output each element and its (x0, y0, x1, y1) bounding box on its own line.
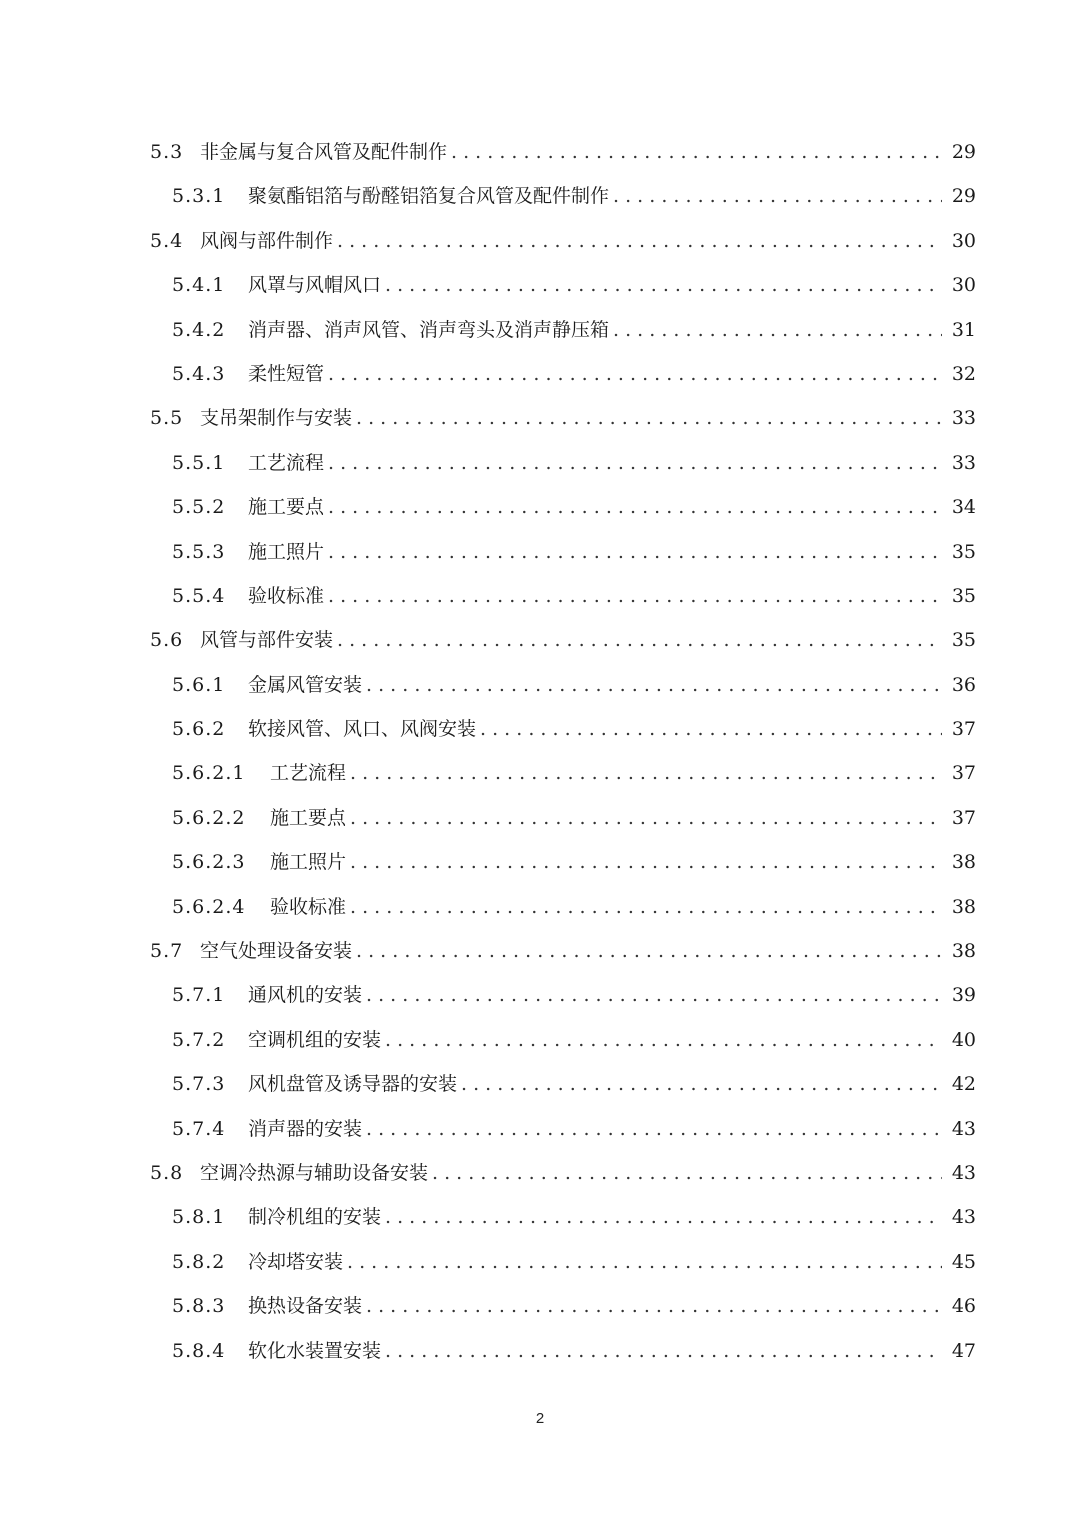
toc-dot-leader (366, 663, 942, 707)
toc-entry-number: 5.5.4 (172, 584, 226, 607)
toc-entry[interactable] (150, 885, 976, 929)
toc-entry-title: 施工照片 (248, 540, 325, 563)
toc-entry-title: 验收标准 (270, 895, 347, 918)
toc-dot-leader (356, 396, 942, 440)
toc-dot-leader (328, 441, 942, 485)
toc-entry[interactable] (150, 707, 976, 751)
toc-entry-page: 37 (951, 718, 976, 741)
toc-dot-leader (480, 707, 942, 751)
toc-dot-leader (328, 574, 942, 618)
toc-entry-number: 5.6.2.3 (172, 851, 246, 874)
toc-dot-leader (328, 352, 942, 396)
toc-dot-leader (613, 308, 942, 352)
toc-dot-leader (347, 1240, 942, 1284)
toc-dot-leader (350, 751, 942, 795)
toc-entry[interactable] (150, 929, 976, 973)
toc-entry[interactable] (150, 441, 976, 485)
toc-entry-number: 5.8.4 (172, 1339, 226, 1362)
toc-entry-title: 空调机组的安装 (248, 1028, 382, 1051)
toc-entry-title: 冷却塔安装 (248, 1250, 344, 1273)
toc-entry-page: 38 (951, 940, 976, 963)
toc-entry-page: 43 (951, 1206, 976, 1229)
toc-dot-leader (385, 1018, 942, 1062)
toc-dot-leader (356, 929, 942, 973)
toc-entry-number: 5.5.2 (172, 496, 226, 519)
toc-entry[interactable] (150, 1151, 976, 1195)
toc-entry[interactable] (150, 485, 976, 529)
toc-entry-page: 35 (951, 540, 976, 563)
toc-entry-page: 43 (951, 1117, 976, 1140)
toc-entry-page: 35 (951, 629, 976, 652)
toc-entry-number: 5.7.2 (172, 1028, 226, 1051)
toc-dot-leader (385, 1195, 942, 1239)
toc-entry-title: 消声器、消声风管、消声弯头及消声静压箱 (248, 318, 610, 341)
toc-entry-title: 工艺流程 (248, 451, 325, 474)
toc-entry[interactable] (150, 1062, 976, 1106)
toc-entry-number: 5.7 (150, 940, 184, 963)
toc-entry-page: 29 (951, 141, 976, 163)
toc-entry-page: 32 (951, 362, 976, 385)
toc-entry-title: 制冷机组的安装 (248, 1206, 382, 1229)
toc-entry[interactable] (150, 130, 976, 174)
toc-entry[interactable] (150, 263, 976, 307)
toc-entry[interactable] (150, 663, 976, 707)
toc-entry-page: 34 (951, 496, 976, 519)
toc-entry-page: 45 (951, 1250, 976, 1273)
toc-entry-number: 5.5 (150, 407, 184, 430)
toc-entry-title: 空气处理设备安装 (200, 940, 353, 963)
toc-entry[interactable] (150, 796, 976, 840)
toc-entry-title: 换热设备安装 (248, 1295, 363, 1318)
toc-dot-leader (366, 1284, 942, 1328)
toc-entry[interactable] (150, 1240, 976, 1284)
toc-dot-leader (385, 1329, 942, 1373)
toc-entry-title: 柔性短管 (248, 362, 325, 385)
toc-entry-number: 5.4.3 (172, 362, 226, 385)
toc-entry-title: 风机盘管及诱导器的安装 (248, 1073, 458, 1096)
toc-dot-leader (337, 219, 942, 263)
toc-entry-title: 施工照片 (270, 851, 347, 874)
toc-dot-leader (366, 973, 942, 1017)
toc-entry-number: 5.8.2 (172, 1250, 226, 1273)
toc-dot-leader (613, 174, 942, 218)
toc-entry-number: 5.8 (150, 1161, 184, 1184)
table-of-contents (150, 130, 976, 1373)
toc-entry-page: 31 (951, 318, 976, 341)
toc-entry[interactable] (150, 1329, 976, 1373)
toc-dot-leader (350, 840, 942, 884)
toc-dot-leader (461, 1062, 942, 1106)
toc-entry-title: 支吊架制作与安装 (200, 407, 353, 430)
toc-entry-number: 5.6.2.4 (172, 895, 246, 918)
toc-entry-page: 38 (951, 851, 976, 874)
toc-entry[interactable] (150, 574, 976, 618)
toc-entry-page: 37 (951, 762, 976, 785)
toc-entry-number: 5.6.1 (172, 673, 226, 696)
toc-entry-number: 5.3.1 (172, 185, 226, 208)
toc-entry-page: 35 (951, 584, 976, 607)
toc-entry-number: 5.7.3 (172, 1073, 226, 1096)
toc-dot-leader (350, 885, 942, 929)
toc-entry-page: 33 (951, 451, 976, 474)
toc-entry[interactable] (150, 308, 976, 352)
toc-entry[interactable] (150, 1018, 976, 1062)
toc-entry-number: 5.4 (150, 229, 184, 252)
toc-entry-title: 金属风管安装 (248, 673, 363, 696)
toc-entry[interactable] (150, 840, 976, 884)
toc-entry-number: 5.6 (150, 629, 184, 652)
toc-entry-title: 空调冷热源与辅助设备安装 (200, 1161, 429, 1184)
toc-entry-page: 30 (951, 274, 976, 297)
toc-entry-title: 通风机的安装 (248, 984, 363, 1007)
toc-entry[interactable] (150, 973, 976, 1017)
toc-entry-title: 风管与部件安装 (200, 629, 334, 652)
toc-entry-number: 5.6.2 (172, 718, 226, 741)
toc-entry-page: 46 (951, 1295, 976, 1318)
toc-entry-number: 5.4.2 (172, 318, 226, 341)
toc-entry-page: 30 (951, 229, 976, 252)
toc-entry[interactable] (150, 530, 976, 574)
toc-entry-number: 5.4.1 (172, 274, 226, 297)
toc-entry-page: 42 (951, 1073, 976, 1096)
toc-dot-leader (385, 263, 942, 307)
toc-dot-leader (328, 485, 942, 529)
toc-entry-number: 5.6.2.1 (172, 762, 246, 785)
toc-entry-title: 施工要点 (270, 806, 347, 829)
toc-entry-title: 聚氨酯铝箔与酚醛铝箔复合风管及配件制作 (248, 185, 610, 208)
toc-entry-title: 风阀与部件制作 (200, 229, 334, 252)
toc-entry[interactable] (150, 751, 976, 795)
toc-dot-leader (328, 530, 942, 574)
toc-entry-page: 29 (951, 185, 976, 208)
toc-entry-title: 工艺流程 (270, 762, 347, 785)
toc-entry-number: 5.7.1 (172, 984, 226, 1007)
toc-entry[interactable] (150, 219, 976, 263)
toc-entry[interactable] (150, 1284, 976, 1328)
toc-entry-number: 5.6.2.2 (172, 806, 246, 829)
toc-entry[interactable] (150, 1195, 976, 1239)
toc-entry[interactable] (150, 174, 976, 218)
toc-dot-leader (337, 618, 942, 662)
toc-entry-title: 验收标准 (248, 584, 325, 607)
toc-entry-title: 施工要点 (248, 496, 325, 519)
toc-entry-number: 5.5.1 (172, 451, 226, 474)
toc-entry-number: 5.7.4 (172, 1117, 226, 1140)
toc-entry-title: 非金属与复合风管及配件制作 (200, 141, 448, 163)
toc-entry[interactable] (150, 352, 976, 396)
toc-entry-page: 33 (951, 407, 976, 430)
toc-dot-leader (451, 130, 942, 174)
toc-entry[interactable] (150, 618, 976, 662)
toc-entry-page: 47 (951, 1339, 976, 1362)
toc-entry-page: 36 (951, 673, 976, 696)
toc-dot-leader (432, 1151, 942, 1195)
toc-entry-title: 风罩与风帽风口 (248, 274, 382, 297)
toc-entry-title: 消声器的安装 (248, 1117, 363, 1140)
page-number: 2 (535, 1410, 545, 1427)
toc-entry-number: 5.8.1 (172, 1206, 226, 1229)
toc-entry-number: 5.8.3 (172, 1295, 226, 1318)
toc-dot-leader (350, 796, 942, 840)
toc-entry[interactable] (150, 396, 976, 440)
toc-entry-page: 38 (951, 895, 976, 918)
toc-entry-page: 39 (951, 984, 976, 1007)
toc-entry-page: 37 (951, 806, 976, 829)
toc-entry-title: 软化水装置安装 (248, 1339, 382, 1362)
toc-entry-page: 43 (951, 1161, 976, 1184)
toc-entry[interactable] (150, 1107, 976, 1151)
toc-dot-leader (366, 1107, 942, 1151)
toc-entry-title: 软接风管、风口、风阀安装 (248, 718, 477, 741)
toc-entry-number: 5.3 (150, 141, 184, 163)
toc-entry-page: 40 (951, 1028, 976, 1051)
toc-entry-number: 5.5.3 (172, 540, 226, 563)
